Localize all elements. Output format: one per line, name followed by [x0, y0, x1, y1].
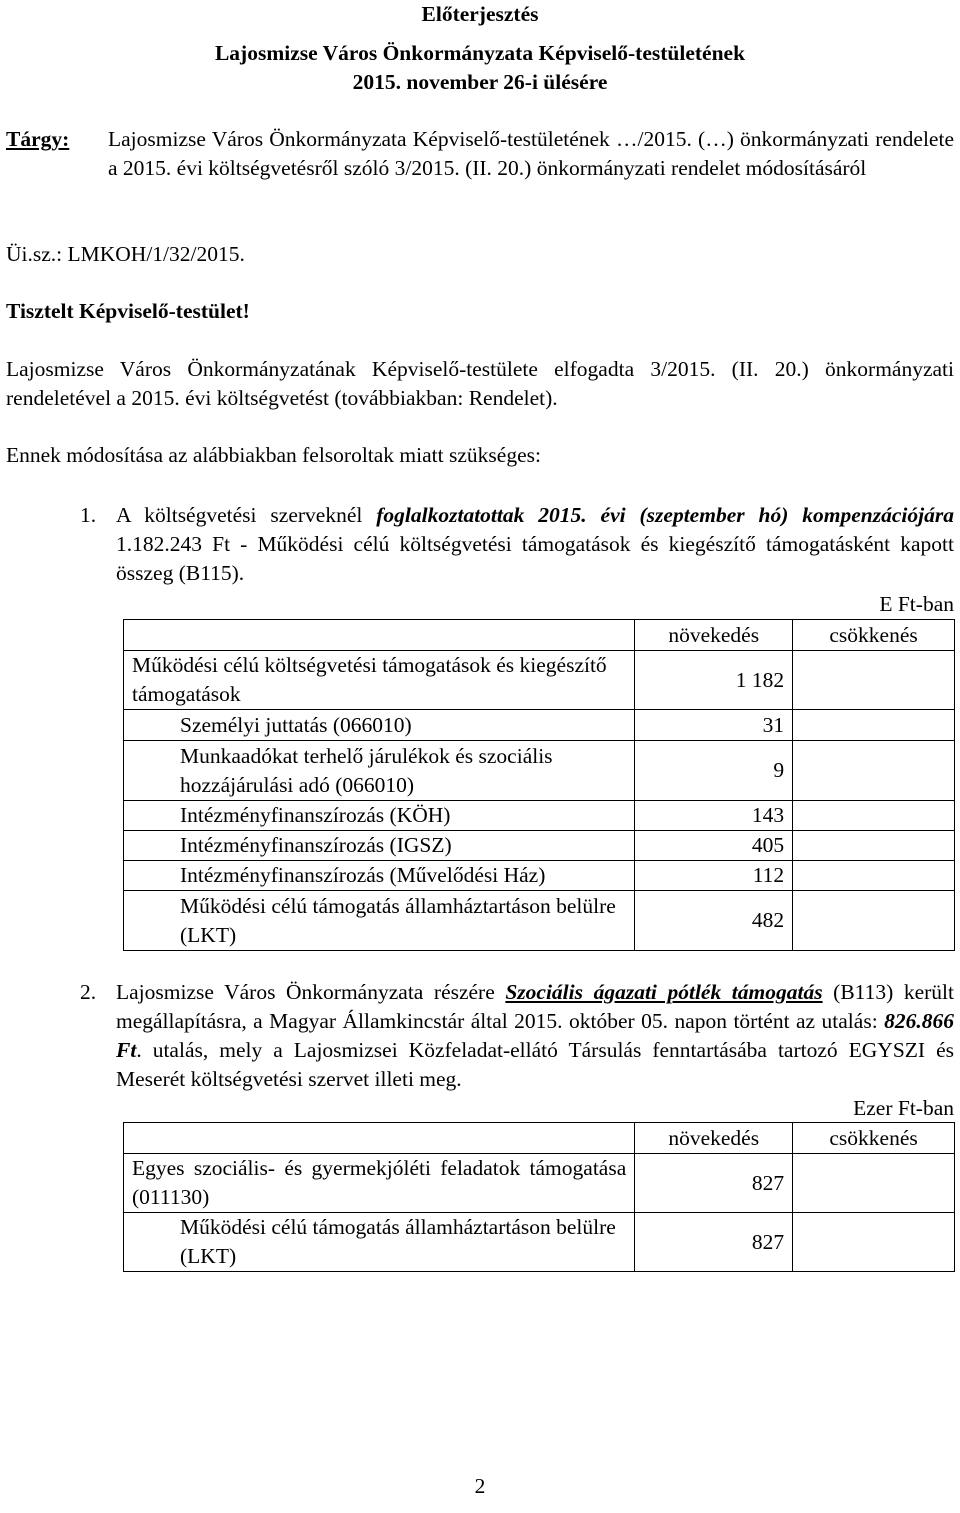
- subject-label: Tárgy:: [6, 127, 70, 151]
- item1-number: 1.: [80, 503, 97, 527]
- doc-header-line3: 2015. november 26-i ülésére: [352, 70, 608, 94]
- table2-header-decrease: csökkenés: [793, 1123, 955, 1154]
- item2-number: 2.: [80, 980, 97, 1004]
- table-row: [124, 710, 955, 741]
- table1-header-empty: [124, 620, 635, 651]
- table1-unit: E Ft-ban: [879, 592, 954, 616]
- table1-row-increase: 1 182: [635, 651, 793, 710]
- intro-paragraph: Lajosmizse Város Önkormányzatának Képviselő-testülete elfogadta 3/2015. (II. 20.) önkormányzati rendeletével a 2015. évi költségvetést (továbbiakban: Rendelet).: [6, 357, 954, 410]
- doc-title: Előterjesztés: [421, 2, 539, 26]
- table2-row-increase: 827: [635, 1213, 793, 1272]
- table-row: [124, 741, 955, 801]
- table2-header-row: [124, 1123, 955, 1154]
- table1-row-decrease: [793, 861, 955, 891]
- table1-row-increase: 482: [635, 891, 793, 951]
- subject-text: Lajosmizse Város Önkormányzata Képviselő-testületének …/2015. (…) önkormányzati rendelete a 2015. évi költségvetésről szóló 3/2015. (II. 20.) önkormányzati rendelet módosításáról: [108, 127, 954, 180]
- item1-emphasis: foglalkoztatottak 2015. évi (szeptember hó) kompenzációjára: [376, 503, 954, 527]
- table1-row-decrease: [793, 710, 955, 741]
- doc-header-line2: Lajosmizse Város Önkormányzata Képviselő-testületének: [214, 41, 746, 65]
- table-row: [124, 831, 955, 861]
- table1-row-label: Személyi juttatás (066010): [124, 710, 635, 741]
- table-row: [124, 861, 955, 891]
- table2-row-decrease: [793, 1213, 955, 1272]
- item2-pre: Lajosmizse Város Önkormányzata részére: [116, 980, 506, 1004]
- page-number: 2: [474, 1474, 486, 1498]
- table-row: [124, 1154, 955, 1213]
- table1-row-label: Intézményfinanszírozás (KÖH): [124, 801, 635, 831]
- table2-unit: Ezer Ft-ban: [853, 1096, 954, 1120]
- table1-row-decrease: [793, 741, 955, 801]
- table2-row-increase: 827: [635, 1154, 793, 1213]
- table1-row-label: Működési célú költségvetési támogatások és kiegészítő támogatások: [124, 651, 635, 710]
- table1-row-increase: 143: [635, 801, 793, 831]
- table1-row-decrease: [793, 831, 955, 861]
- reason-paragraph: Ennek módosítása az alábbiakban felsoroltak miatt szükséges:: [6, 443, 541, 467]
- table-row: [124, 801, 955, 831]
- table1-header-row: [124, 620, 955, 651]
- budget-table-1: [123, 619, 955, 951]
- table2-header-empty: [124, 1123, 635, 1154]
- table2-row-decrease: [793, 1154, 955, 1213]
- budget-table-2: [123, 1122, 955, 1272]
- table2-row-label: Egyes szociális- és gyermekjóléti feladatok támogatása (011130): [124, 1154, 635, 1213]
- item2-mid: (B113) került megállapításra, a Magyar Államkincstár által 2015. október 05. napon történt az utalás:: [116, 980, 954, 1033]
- item2-amount: 826.866 Ft: [116, 1009, 954, 1062]
- item2-emphasis: Szociális ágazati pótlék támogatás: [505, 980, 823, 1004]
- item2-post: . utalás, mely a Lajosmizsei Közfeladat-ellátó Társulás fenntartásába tartozó EGYSZI és Meserét költségvetési szervet illeti meg.: [116, 1038, 954, 1091]
- table1-row-increase: 9: [635, 741, 793, 801]
- table1-row-label: Intézményfinanszírozás (Művelődési Ház): [124, 861, 635, 891]
- table1-row-label: Működési célú támogatás államháztartáson belülre (LKT): [124, 891, 635, 951]
- table-row: [124, 651, 955, 710]
- table1-row-decrease: [793, 891, 955, 951]
- table2-header-increase: növekedés: [635, 1123, 793, 1154]
- table1-row-decrease: [793, 801, 955, 831]
- item1-paragraph: [116, 501, 954, 588]
- table1-row-increase: 112: [635, 861, 793, 891]
- table1-header-increase: növekedés: [635, 620, 793, 651]
- item1-pre: A költségvetési szerveknél: [116, 503, 377, 527]
- item1-post: 1.182.243 Ft - Működési célú költségvetési támogatások és kiegészítő támogatásként kapott összeg (B115).: [116, 532, 954, 585]
- table1-row-increase: 405: [635, 831, 793, 861]
- table1-row-decrease: [793, 651, 955, 710]
- table1-row-label: Munkaadókat terhelő járulékok és szociális hozzájárulási adó (066010): [124, 741, 635, 801]
- doc-header: [0, 0, 960, 97]
- table2-row-label: Működési célú támogatás államháztartáson belülre (LKT): [124, 1213, 635, 1272]
- table1-row-increase: 31: [635, 710, 793, 741]
- salutation: Tisztelt Képviselő-testület!: [6, 299, 250, 323]
- table-row: [124, 891, 955, 951]
- table-row: [124, 1213, 955, 1272]
- file-reference: Üi.sz.: LMKOH/1/32/2015.: [6, 242, 245, 266]
- item2-paragraph: [116, 978, 954, 1094]
- table1-row-label: Intézményfinanszírozás (IGSZ): [124, 831, 635, 861]
- table1-header-decrease: csökkenés: [793, 620, 955, 651]
